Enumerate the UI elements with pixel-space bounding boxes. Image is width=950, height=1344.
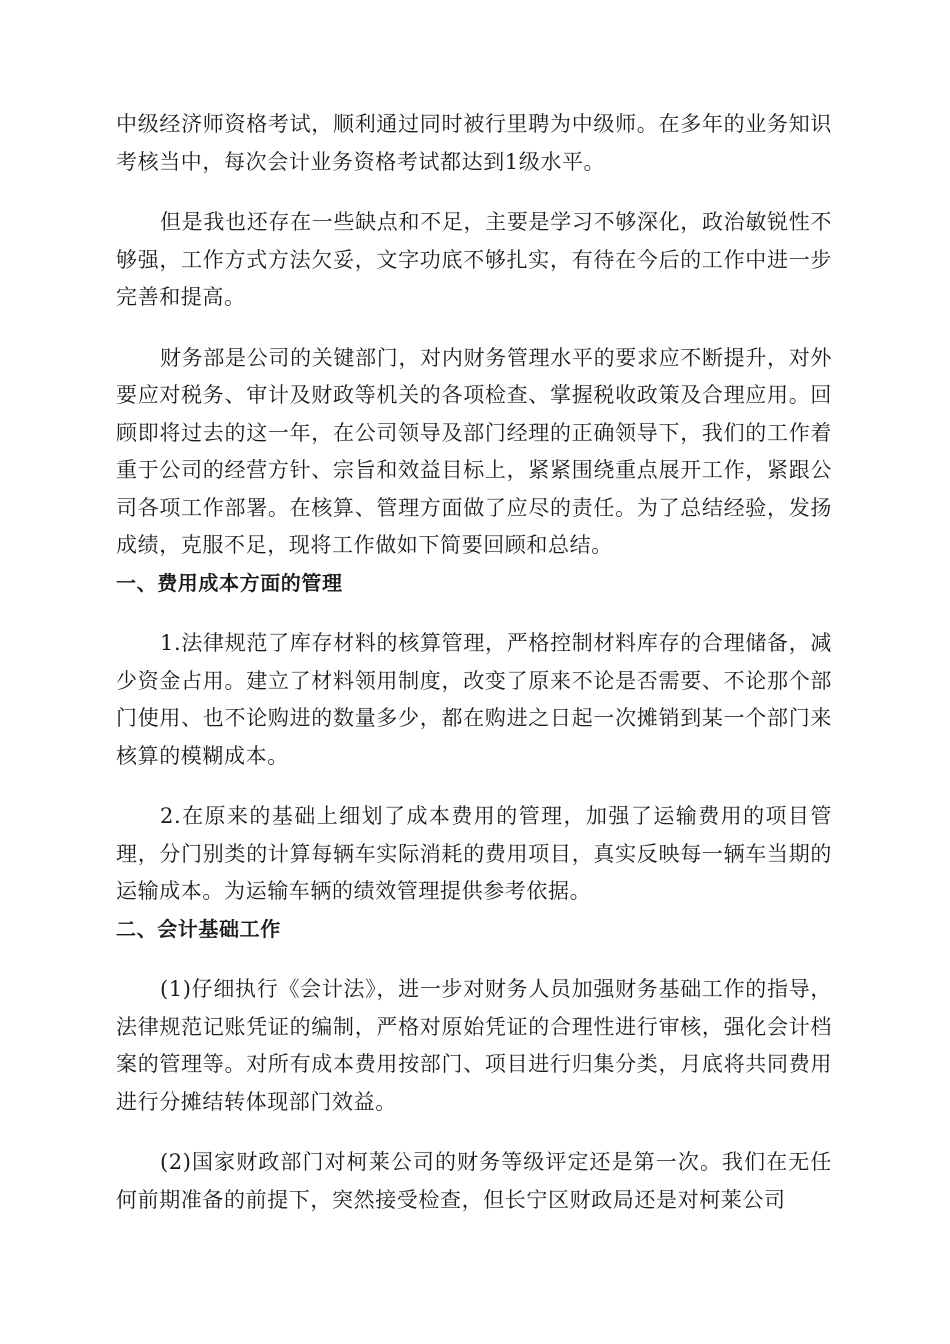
section-heading-accounting-basics: 二、会计基础工作 <box>116 916 281 941</box>
section-heading-cost-management: 一、费用成本方面的管理 <box>116 570 343 595</box>
section1-item-1: 1.法律规范了库存材料的核算管理，严格控制材料库存的合理储备，减少资金占用。建立了材料领用制度，改变了原来不论是否需要、不论那个部门使用、也不论购进的数量多少，都在购进之日起一次摊销到某一个部门来核算的模糊成本。 <box>116 631 832 768</box>
paragraph-finance-overview: 财务部是公司的关键部门，对内财务管理水平的要求应不断提升，对外要应对税务、审计及财政等机关的各项检查、掌握税收政策及合理应用。回顾即将过去的这一年，在公司领导及部门经理的正确领导下，我们的工作着重于公司的经营方针、宗旨和效益目标上，紧紧围绕重点展开工作，紧跟公司各项工作部署。在核算、管理方面做了应尽的责任。为了总结经验，发扬成绩，克服不足，现将工作做如下简要回顾和总结。 <box>116 345 832 557</box>
paragraph-continuation: 中级经济师资格考试，顺利通过同时被行里聘为中级师。在多年的业务知识考核当中，每次会计业务资格考试都达到1级水平。 <box>116 112 832 174</box>
section1-item-2: 2.在原来的基础上细划了成本费用的管理，加强了运输费用的项目管理，分门别类的计算每辆车实际消耗的费用项目，真实反映每一辆车当期的运输成本。为运输车辆的绩效管理提供参考依据。 <box>116 804 832 903</box>
paragraph-shortcomings: 但是我也还存在一些缺点和不足，主要是学习不够深化，政治敏锐性不够强，工作方式方法欠妥，文字功底不够扎实，有待在今后的工作中进一步完善和提高。 <box>116 210 832 309</box>
section2-item-2: (2)国家财政部门对柯莱公司的财务等级评定还是第一次。我们在无任何前期准备的前提下，突然接受检查，但长宁区财政局还是对柯莱公司 <box>116 1150 832 1212</box>
section2-item-1: (1)仔细执行《会计法》，进一步对财务人员加强财务基础工作的指导，法律规范记账凭证的编制，严格对原始凭证的合理性进行审核，强化会计档案的管理等。对所有成本费用按部门、项目进行归集分类，月底将共同费用进行分摊结转体现部门效益。 <box>116 977 832 1114</box>
document-body <box>116 106 832 1219</box>
